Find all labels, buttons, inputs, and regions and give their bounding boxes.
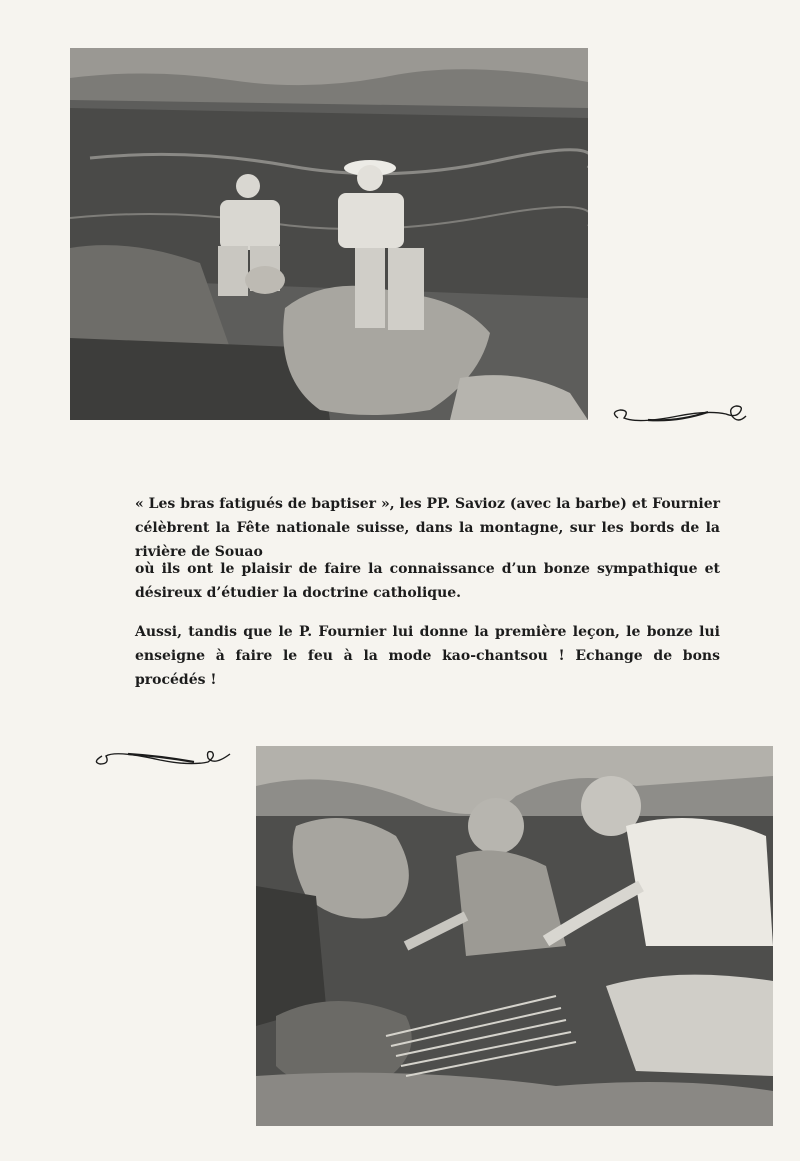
decorative-flourish-icon — [90, 742, 232, 772]
fire-making-photo — [256, 746, 773, 1126]
caption-paragraph-1: « Les bras fatigués de baptiser », les PP. Savioz (avec la barbe) et Fournier célèbrent la Fête nationale suisse, dans la montagne, sur les bords de la rivière de Souao — [135, 496, 720, 560]
caption-paragraph-3: Aussi, tandis que le P. Fournier lui donne la première leçon, le bonze lui enseigne à faire le feu à la mode kao-chantsou ! Echange de bons procédés ! — [135, 624, 720, 688]
decorative-flourish-icon — [608, 402, 748, 432]
river-photo — [70, 48, 588, 420]
caption-paragraph-2: où ils ont le plaisir de faire la connaissance d’un bonze sympathique et désireux d’étudier la doctrine catholique. — [135, 561, 720, 601]
